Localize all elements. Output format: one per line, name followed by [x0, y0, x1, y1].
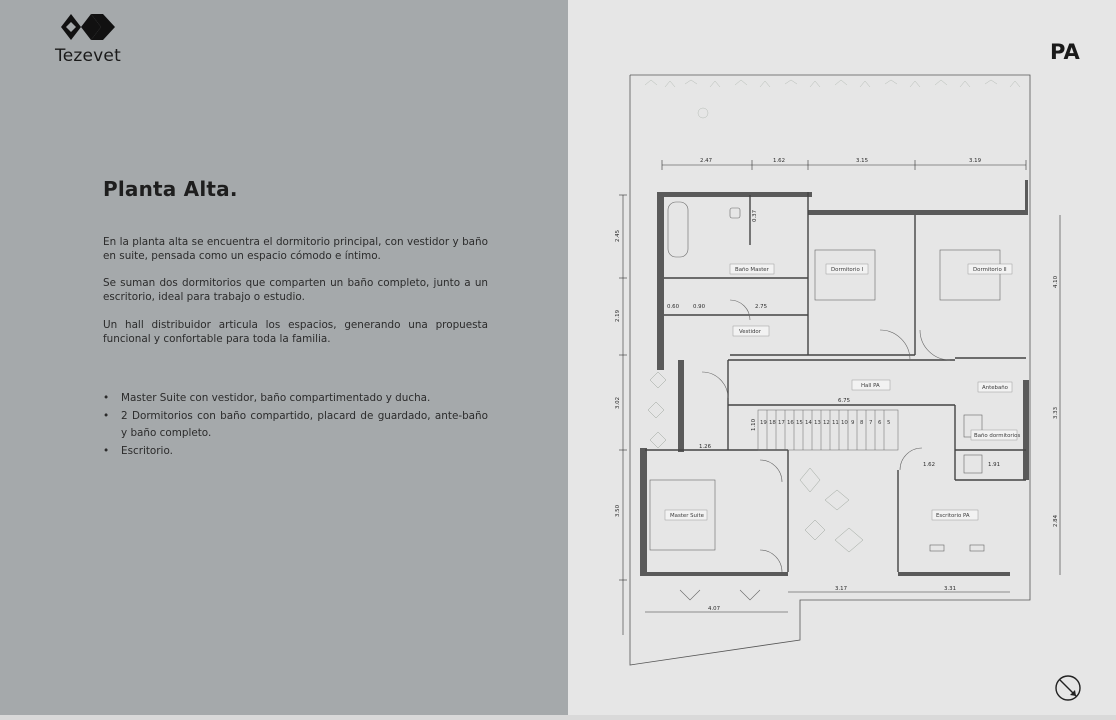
stair-step-label: 17: [778, 420, 785, 426]
dim-label: 0.37: [752, 209, 758, 222]
stair-step-label: 18: [769, 420, 776, 426]
page-title: Planta Alta.: [103, 177, 238, 201]
dim-label: 1.91: [988, 462, 1001, 468]
room-label-escritorio: Escritorio PA: [936, 513, 970, 519]
stair-step-label: 5: [887, 420, 891, 426]
stair-step-label: 7: [869, 420, 873, 426]
dim-label: 2.47: [700, 158, 713, 164]
room-label-bano-dormitorios: Baño dormitorios: [974, 433, 1021, 439]
stair-step-label: 14: [805, 420, 812, 426]
dim-label: 6.75: [838, 398, 851, 404]
brand-name: Tezevet: [55, 46, 121, 66]
dim-label: 3.02: [615, 396, 621, 409]
stair-step-label: 12: [823, 420, 830, 426]
dim-label: 3.33: [1053, 406, 1059, 419]
floor-plan: [590, 60, 1059, 675]
dim-label: 4.07: [708, 606, 721, 612]
stair-step-label: 19: [760, 420, 767, 426]
dim-label: 3.15: [856, 158, 869, 164]
dim-label: 3.19: [969, 158, 982, 164]
room-label-dormitorio-1: Dormitorio I: [831, 267, 864, 273]
stair-step-label: 13: [814, 420, 821, 426]
stair-step-label: 11: [832, 420, 839, 426]
staircase: [758, 410, 898, 450]
dim-label: 3.50: [615, 504, 621, 517]
dim-label: 1.10: [751, 418, 757, 431]
feature-item-escritorio: • Escritorio.: [103, 443, 488, 461]
stair-step-label: 10: [841, 420, 848, 426]
dim-label: 1.26: [699, 444, 712, 450]
north-arrow-icon: [1050, 670, 1086, 706]
stair-step-label: 16: [787, 420, 794, 426]
room-label-vestidor: Vestidor: [739, 329, 761, 335]
dim-label: 2.19: [615, 309, 621, 322]
garden-area: [645, 80, 1020, 118]
dim-label: 3.17: [835, 586, 848, 592]
dim-label: 4.10: [1053, 275, 1059, 288]
description-paragraph-1: En la planta alta se encuentra el dormitorio principal, con vestidor y baño en suite, pensada como un espacio cómodo e íntimo.: [103, 236, 488, 262]
stair-step-label: 15: [796, 420, 803, 426]
bottom-strip: [0, 715, 1116, 720]
feature-list: [103, 390, 488, 460]
room-label-master-suite: Master Suite: [670, 513, 704, 519]
room-label-antebano: Antebaño: [982, 385, 1008, 391]
stair-step-label: 6: [878, 420, 882, 426]
room-label-dormitorio-2: Dormitorio II: [973, 267, 1007, 273]
dim-label: 0.90: [693, 304, 706, 310]
room-label-bano-master: Baño Master: [735, 267, 769, 273]
description-paragraph-3: Un hall distribuidor articula los espacios, generando una propuesta funcional y confortable para toda la familia.: [103, 319, 488, 345]
dim-label: 2.75: [755, 304, 768, 310]
dim-label: 2.45: [615, 229, 621, 242]
tezevet-logo-icon: [59, 10, 117, 44]
feature-item-master-suite: • Master Suite con vestidor, baño compartimentado y ducha.: [103, 390, 488, 408]
level-label: PA: [1050, 40, 1080, 64]
dim-label: 2.84: [1053, 514, 1059, 527]
feature-item-dormitorios: • 2 Dormitorios con baño compartido, placard de guardado, ante-baño y baño completo.: [103, 408, 488, 443]
stair-step-label: 8: [860, 420, 864, 426]
brand-logo: [50, 10, 126, 66]
dim-label: 1.62: [773, 158, 786, 164]
dim-label: 1.62: [923, 462, 936, 468]
dim-label: 0.60: [667, 304, 680, 310]
room-label-hall: Hall PA: [861, 383, 880, 389]
dim-label: 3.31: [944, 586, 957, 592]
description-paragraph-2: Se suman dos dormitorios que comparten un baño completo, junto a un escritorio, ideal para trabajo o estudio.: [103, 277, 488, 303]
stair-step-label: 9: [851, 420, 855, 426]
